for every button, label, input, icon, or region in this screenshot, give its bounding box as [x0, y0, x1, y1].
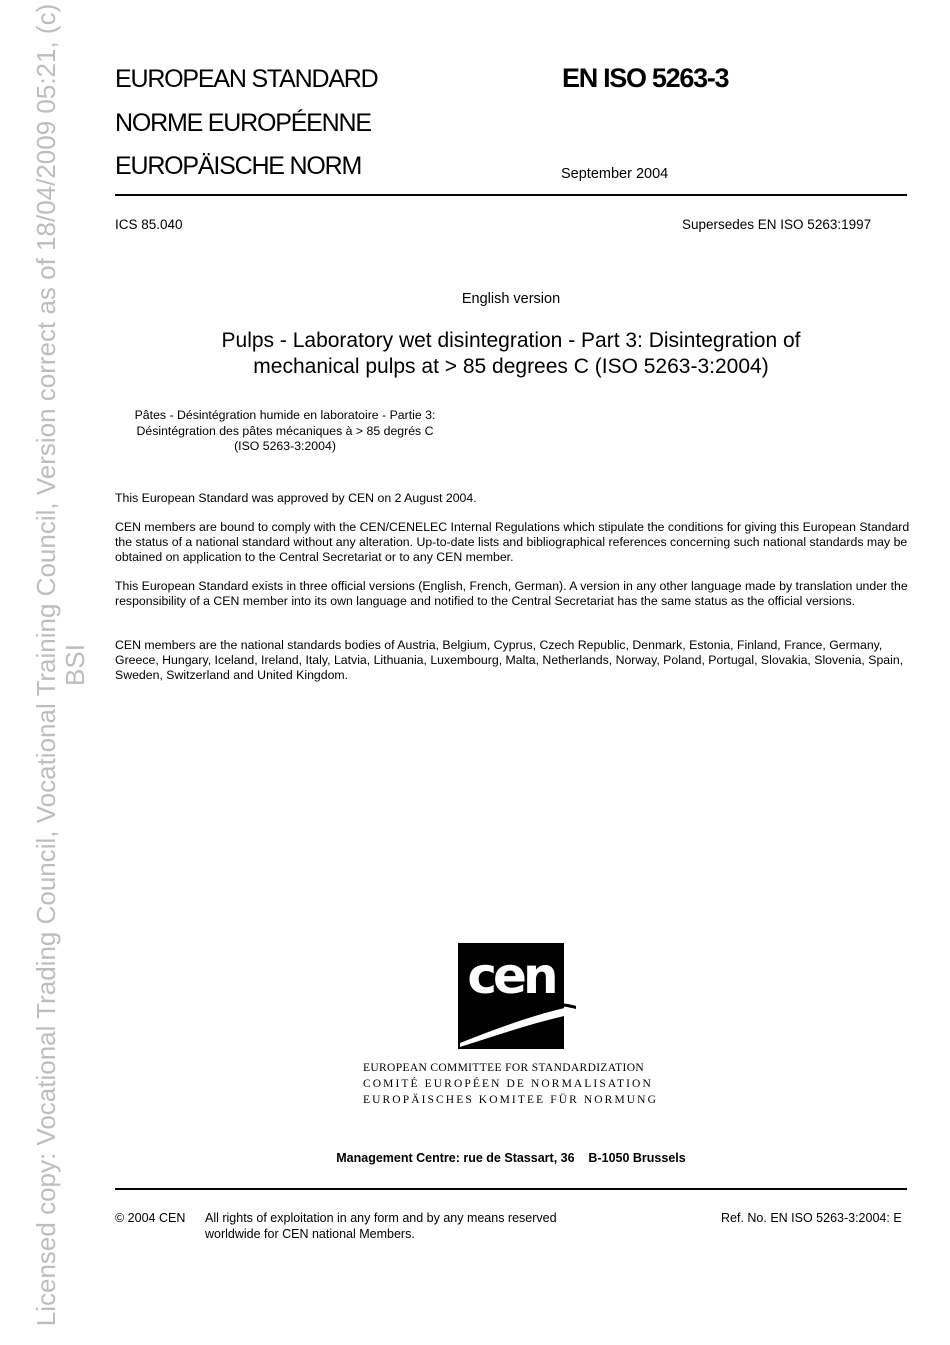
members-paragraph: CEN members are the national standards bodies of Austria, Belgium, Cyprus, Czech Republic, Denmark, Estonia, Finland, France, Germany, Greece, Hungary, Iceland, Ireland, Italy, Latvia, Lithuania, Luxembourg, Malta, Netherlands, Norway, Poland, Portugal, Slovakia, Slovenia, Spain, Sweden, Switzerland and United Kingdom.: [115, 638, 904, 682]
cen-name-en: EUROPEAN COMMITTEE FOR STANDARDIZATION: [363, 1062, 645, 1074]
cen-logo-text: cen: [467, 947, 555, 1005]
standard-name-de: EUROPÄISCHE NORM: [115, 152, 362, 180]
publication-date: September 2004: [561, 166, 669, 182]
approval-paragraph: This European Standard was approved by CEN on 2 August 2004.: [115, 491, 477, 505]
rights-line-1: All rights of exploitation in any form and by any means reserved: [205, 1211, 557, 1225]
license-watermark: [0, 0, 90, 1345]
standard-name-fr: NORME EUROPÉENNE: [115, 109, 371, 137]
french-title-line-1: Pâtes - Désintégration humide en laboratoire - Partie 3:: [134, 408, 436, 422]
cen-name-fr: COMITÉ EUROPÉEN DE NORMALISATION: [363, 1078, 653, 1090]
header-rule: [115, 194, 907, 196]
standard-name-en: EUROPEAN STANDARD: [115, 65, 378, 93]
versions-paragraph: This European Standard exists in three official versions (English, French, German). A version in any other language made by translation under the responsibility of a CEN member into its own language and notified to the Central Secretariat has the same status as the official versions.: [115, 579, 908, 608]
watermark-line-2: BSI: [60, 644, 90, 686]
version-label: English version: [461, 291, 561, 307]
cen-name-de: EUROPÄISCHES KOMITEE FÜR NORMUNG: [363, 1094, 658, 1106]
french-title-line-3: (ISO 5263-3:2004): [234, 439, 336, 453]
compliance-paragraph: CEN members are bound to comply with the CEN/CENELEC Internal Regulations which stipulate the conditions for giving this European Standard the status of a national standard without any alteration. Up-to-date lists and bibliographical references concerning such national standards may be obtained on application to the Central Secretariat or to any CEN member.: [115, 520, 910, 564]
watermark-line-1: Licensed copy: Vocational Trading Council, Vocational Training Council, Version correct as of 18/04/2009 05:21, (c): [31, 3, 61, 1327]
reference-number: Ref. No. EN ISO 5263-3:2004: E: [721, 1211, 902, 1225]
french-title: [115, 408, 455, 455]
rights-line-2: worldwide for CEN national Members.: [205, 1226, 415, 1241]
footer-rule: [115, 1188, 907, 1190]
rights-statement: [205, 1211, 557, 1242]
document-title: Pulps - Laboratory wet disintegration - Part 3: Disintegration of mechanical pulps at > 85 degrees C (ISO 5263-3:2004): [221, 329, 801, 378]
ics-code: ICS 85.040: [115, 217, 183, 232]
supersedes-note: Supersedes EN ISO 5263:1997: [682, 217, 872, 232]
french-title-line-2: Désintégration des pâtes mécaniques à > 85 degrés C: [136, 423, 434, 438]
standard-number: EN ISO 5263-3: [562, 63, 729, 93]
cen-logo: [458, 943, 578, 1051]
copyright-notice: © 2004 CEN: [115, 1211, 186, 1225]
management-centre-address: Management Centre: rue de Stassart, 36 B-1050 Brussels: [336, 1151, 686, 1165]
